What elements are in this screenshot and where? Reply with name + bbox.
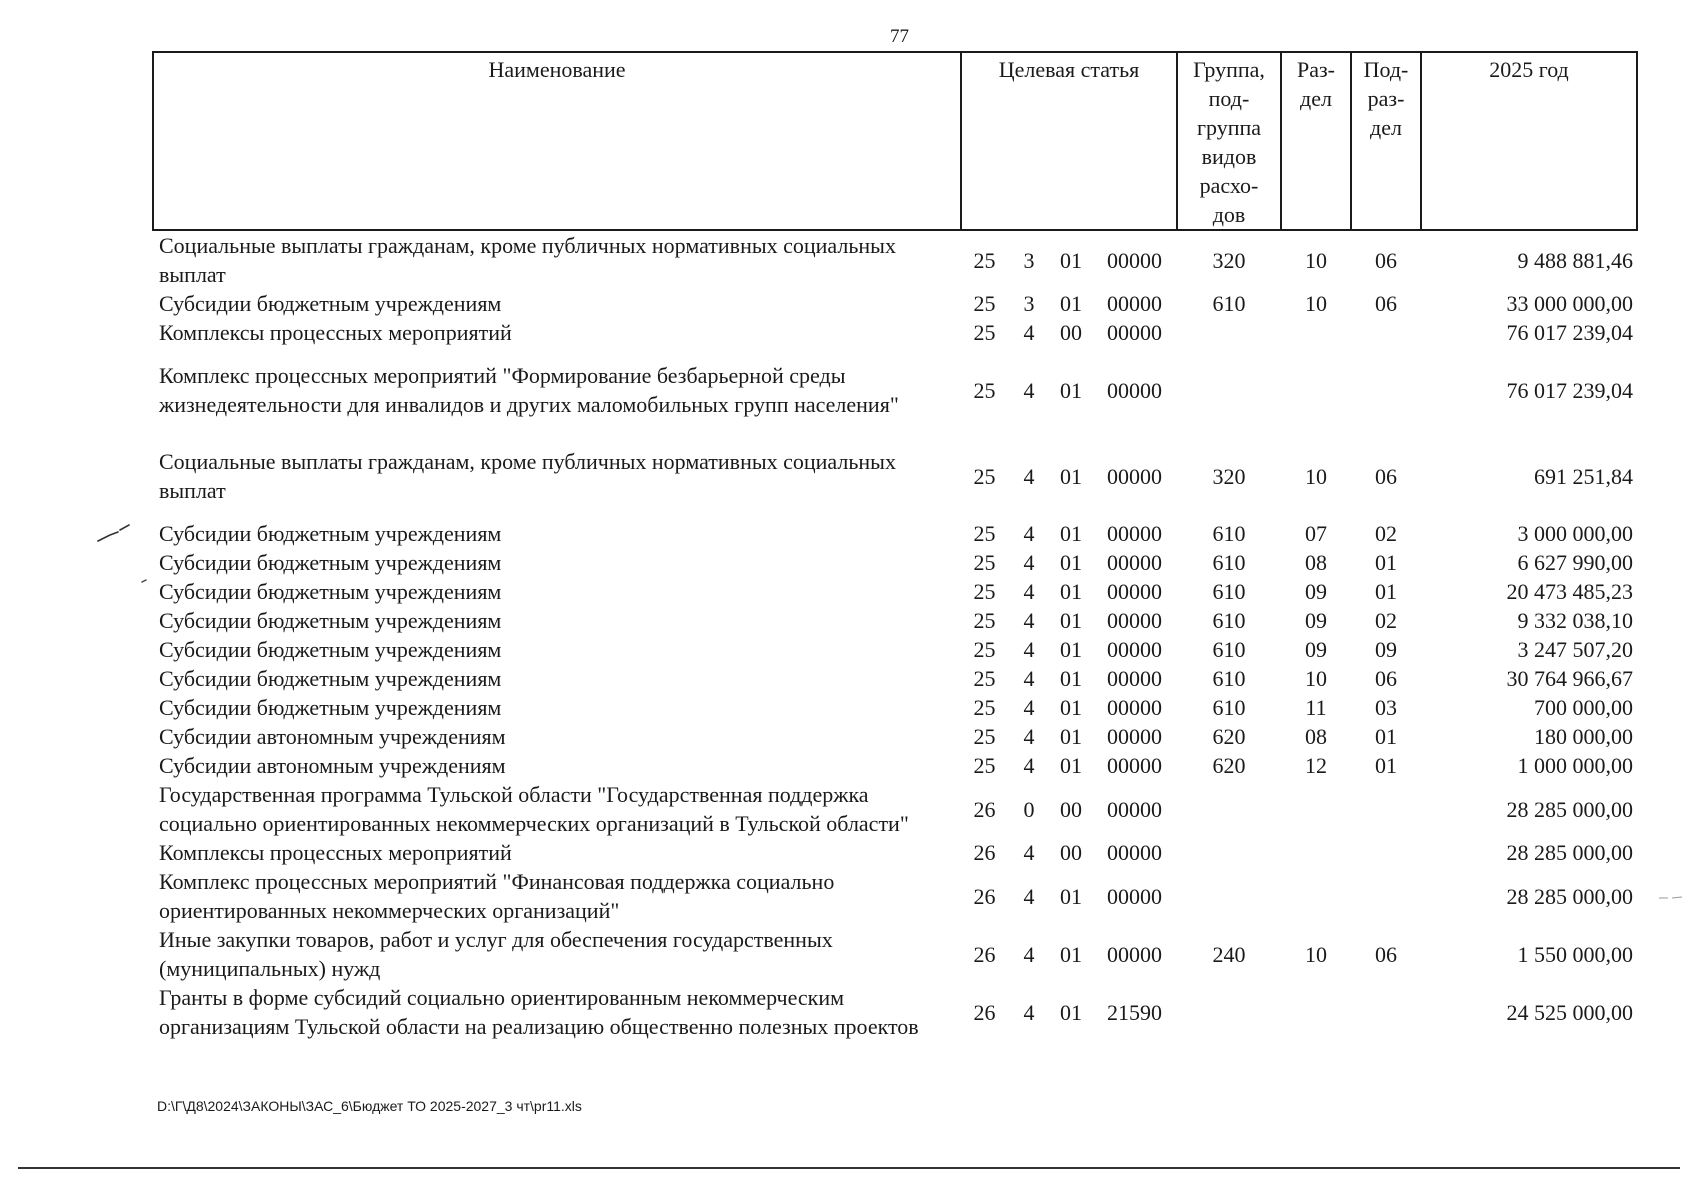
row-target-direction: 00000 [1107,840,1162,865]
row-name: Государственная программа Тульской области "Государственная поддержка социально ориентированных некоммерческих организаций в Тульской области" [159,782,909,836]
pen-dot-mark-icon [140,576,150,584]
row-subsection [1351,983,1421,1041]
row-target-item: 01 [1060,999,1082,1025]
footer-file-path: D:\Г\Д8\2024\ЗАКОНЫ\ЗАС_6\Бюджет ТО 2025-2027_3 чт\pr11.xls [157,1098,582,1114]
row-target-direction: 00000 [1107,695,1162,720]
table-row [153,925,1637,983]
row-expense-group: 610 [1212,695,1246,720]
row-name: Комплексы процессных мероприятий [159,320,512,345]
row-target-direction: 00000 [1107,608,1162,633]
header-target-article: Целевая статья [961,52,1177,230]
row-name: Комплекс процессных мероприятий "Формирование безбарьерной среды жизнедеятельности для инвалидов и других маломобильных групп населения" [159,363,899,417]
row-expense-group: 610 [1212,291,1246,316]
row-section [1281,318,1351,347]
row-target-direction: 00000 [1107,796,1162,822]
table-row [153,722,1637,751]
row-target-type: 4 [1023,579,1035,604]
table-row [153,230,1637,289]
row-name: Субсидии бюджетным учреждениям [159,550,502,575]
row-section [1281,983,1351,1041]
row-subsection: 01 [1375,579,1397,604]
row-target-type: 4 [1023,637,1035,662]
row-target-type: 4 [1023,695,1035,720]
row-target-item: 01 [1060,247,1082,273]
row-target-direction: 00000 [1107,724,1162,749]
table-row [153,635,1637,664]
row-target-item: 01 [1060,521,1082,546]
row-target-item: 00 [1060,796,1082,822]
row-section: 07 [1305,521,1327,546]
row-target-program: 25 [973,377,996,403]
row-amount-2025: 691 251,84 [1534,463,1633,489]
row-subsection [1351,318,1421,347]
row-subsection: 02 [1375,608,1397,633]
row-amount-2025: 28 285 000,00 [1506,883,1633,909]
row-subsection: 06 [1375,666,1397,691]
row-name: Субсидии бюджетным учреждениям [159,291,502,316]
row-expense-group [1177,780,1281,838]
table-row [153,433,1637,519]
row-subsection: 01 [1375,724,1397,749]
row-target-type: 0 [1023,796,1035,822]
row-name: Субсидии автономным учреждениям [159,753,506,778]
row-target-item: 01 [1060,377,1082,403]
row-section [1281,867,1351,925]
row-target-program: 26 [973,999,996,1025]
row-name: Социальные выплаты гражданам, кроме публичных нормативных социальных выплат [159,233,896,287]
row-target-program: 25 [973,320,996,345]
row-target-program: 25 [973,247,996,273]
row-target-type: 4 [1023,320,1035,345]
header-subsection: Под- раз- дел [1351,52,1421,230]
row-target-direction: 00000 [1107,377,1162,403]
row-target-item: 01 [1060,883,1082,909]
row-subsection: 06 [1375,463,1397,489]
row-subsection: 06 [1375,291,1397,316]
row-target-item: 01 [1060,463,1082,489]
row-amount-2025: 30 764 966,67 [1506,666,1633,691]
row-section: 10 [1305,247,1327,273]
row-target-item: 01 [1060,608,1082,633]
row-target-direction: 00000 [1107,637,1162,662]
table-header [153,52,1637,230]
row-target-type: 4 [1023,608,1035,633]
row-name: Комплексы процессных мероприятий [159,840,512,865]
row-name: Иные закупки товаров, работ и услуг для обеспечения государственных (муниципальных) нужд [159,927,833,981]
table-row [153,548,1637,577]
row-target-item: 01 [1060,753,1082,778]
row-expense-group: 320 [1212,247,1246,273]
table-row [153,347,1637,433]
row-target-direction: 00000 [1107,320,1162,345]
row-subsection: 01 [1375,753,1397,778]
table-row [153,577,1637,606]
row-subsection [1351,347,1421,433]
row-target-program: 25 [973,608,996,633]
row-target-item: 01 [1060,550,1082,575]
row-target-program: 26 [973,840,996,865]
row-target-direction: 00000 [1107,463,1162,489]
row-target-item: 01 [1060,637,1082,662]
header-year: 2025 год [1421,52,1637,230]
row-section: 10 [1305,666,1327,691]
row-target-type: 3 [1023,247,1035,273]
row-target-direction: 00000 [1107,291,1162,316]
row-target-type: 4 [1023,999,1035,1025]
row-target-program: 25 [973,724,996,749]
row-target-item: 01 [1060,579,1082,604]
table-row [153,693,1637,722]
row-subsection: 03 [1375,695,1397,720]
row-amount-2025: 1 550 000,00 [1517,941,1633,967]
row-target-direction: 00000 [1107,550,1162,575]
row-name: Субсидии бюджетным учреждениям [159,579,502,604]
row-target-program: 25 [973,753,996,778]
row-target-direction: 00000 [1107,666,1162,691]
table-body [153,230,1637,1041]
row-section: 10 [1305,941,1327,967]
row-subsection [1351,838,1421,867]
row-target-direction: 21590 [1107,999,1162,1025]
header-group: Группа, под- группа видов расхо- дов [1177,52,1281,230]
row-target-type: 3 [1023,291,1035,316]
row-expense-group [1177,983,1281,1041]
table-row [153,519,1637,548]
row-amount-2025: 9 488 881,46 [1517,247,1633,273]
row-amount-2025: 76 017 239,04 [1506,320,1633,345]
row-target-direction: 00000 [1107,941,1162,967]
row-expense-group [1177,318,1281,347]
row-amount-2025: 3 247 507,20 [1517,637,1633,662]
row-section: 10 [1305,291,1327,316]
row-target-item: 01 [1060,291,1082,316]
row-expense-group [1177,347,1281,433]
row-expense-group: 320 [1212,463,1246,489]
row-target-program: 25 [973,637,996,662]
row-target-item: 01 [1060,724,1082,749]
row-amount-2025: 3 000 000,00 [1517,521,1633,546]
row-target-item: 01 [1060,941,1082,967]
row-target-direction: 00000 [1107,579,1162,604]
table-row [153,751,1637,780]
table-row [153,780,1637,838]
row-amount-2025: 24 525 000,00 [1506,999,1633,1025]
row-amount-2025: 28 285 000,00 [1506,840,1633,865]
table-row [153,983,1637,1041]
row-section [1281,838,1351,867]
row-name: Субсидии бюджетным учреждениям [159,637,502,662]
row-expense-group: 610 [1212,579,1246,604]
row-name: Гранты в форме субсидий социально ориентированным некоммерческим организациям Тульской области на реализацию общественно полезных проектов [159,985,919,1039]
row-amount-2025: 28 285 000,00 [1506,796,1633,822]
table-row [153,838,1637,867]
row-subsection: 06 [1375,247,1397,273]
row-section: 10 [1305,463,1327,489]
row-target-type: 4 [1023,521,1035,546]
row-expense-group: 240 [1212,941,1246,967]
row-target-type: 4 [1023,550,1035,575]
table-row [153,318,1637,347]
row-amount-2025: 76 017 239,04 [1506,377,1633,403]
row-expense-group: 610 [1212,550,1246,575]
row-subsection: 09 [1375,637,1397,662]
row-subsection [1351,780,1421,838]
row-target-program: 25 [973,550,996,575]
row-target-program: 25 [973,521,996,546]
table-row [153,867,1637,925]
row-expense-group: 610 [1212,608,1246,633]
row-expense-group [1177,867,1281,925]
row-expense-group: 610 [1212,521,1246,546]
row-target-program: 25 [973,463,996,489]
row-name: Субсидии бюджетным учреждениям [159,695,502,720]
table-row [153,606,1637,635]
row-section: 08 [1305,550,1327,575]
row-target-type: 4 [1023,883,1035,909]
row-target-direction: 00000 [1107,883,1162,909]
row-target-direction: 00000 [1107,521,1162,546]
row-target-type: 4 [1023,666,1035,691]
row-target-item: 01 [1060,695,1082,720]
row-expense-group: 620 [1212,724,1246,749]
row-target-program: 25 [973,695,996,720]
row-target-type: 4 [1023,377,1035,403]
row-section: 09 [1305,637,1327,662]
row-target-type: 4 [1023,753,1035,778]
row-target-type: 4 [1023,724,1035,749]
scan-dash-mark-icon [1658,895,1684,901]
row-target-direction: 00000 [1107,753,1162,778]
row-name: Социальные выплаты гражданам, кроме публичных нормативных социальных выплат [159,449,896,503]
row-name: Субсидии автономным учреждениям [159,724,506,749]
row-target-program: 25 [973,579,996,604]
row-section [1281,347,1351,433]
row-amount-2025: 1 000 000,00 [1517,753,1633,778]
row-section [1281,780,1351,838]
row-section: 08 [1305,724,1327,749]
pen-check-mark-icon [96,522,132,544]
row-name: Субсидии бюджетным учреждениям [159,666,502,691]
row-name: Комплекс процессных мероприятий "Финансовая поддержка социально ориентированных некоммерческих организаций" [159,869,835,923]
row-target-program: 25 [973,291,996,316]
row-amount-2025: 6 627 990,00 [1517,550,1633,575]
row-amount-2025: 33 000 000,00 [1506,291,1633,316]
row-name: Субсидии бюджетным учреждениям [159,521,502,546]
row-target-type: 4 [1023,840,1035,865]
row-target-program: 26 [973,883,996,909]
row-target-program: 26 [973,941,996,967]
row-expense-group: 610 [1212,666,1246,691]
bottom-divider [18,1167,1680,1169]
row-expense-group [1177,838,1281,867]
row-amount-2025: 700 000,00 [1534,695,1633,720]
row-target-type: 4 [1023,941,1035,967]
table-row [153,664,1637,693]
row-section: 11 [1305,695,1327,720]
row-name: Субсидии бюджетным учреждениям [159,608,502,633]
row-subsection: 06 [1375,941,1397,967]
row-target-direction: 00000 [1107,247,1162,273]
row-target-item: 00 [1060,320,1082,345]
row-subsection: 02 [1375,521,1397,546]
header-section: Раз- дел [1281,52,1351,230]
header-name: Наименование [153,52,961,230]
row-amount-2025: 180 000,00 [1534,724,1633,749]
row-subsection [1351,867,1421,925]
row-amount-2025: 20 473 485,23 [1506,579,1633,604]
budget-table [152,51,1638,1041]
table-row [153,289,1637,318]
row-subsection: 01 [1375,550,1397,575]
row-target-program: 25 [973,666,996,691]
row-target-item: 00 [1060,840,1082,865]
row-section: 12 [1305,753,1327,778]
row-expense-group: 620 [1212,753,1246,778]
row-section: 09 [1305,579,1327,604]
row-target-program: 26 [973,796,996,822]
page-number: 77 [890,26,909,47]
row-target-item: 01 [1060,666,1082,691]
row-expense-group: 610 [1212,637,1246,662]
row-amount-2025: 9 332 038,10 [1517,608,1633,633]
row-section: 09 [1305,608,1327,633]
row-target-type: 4 [1023,463,1035,489]
